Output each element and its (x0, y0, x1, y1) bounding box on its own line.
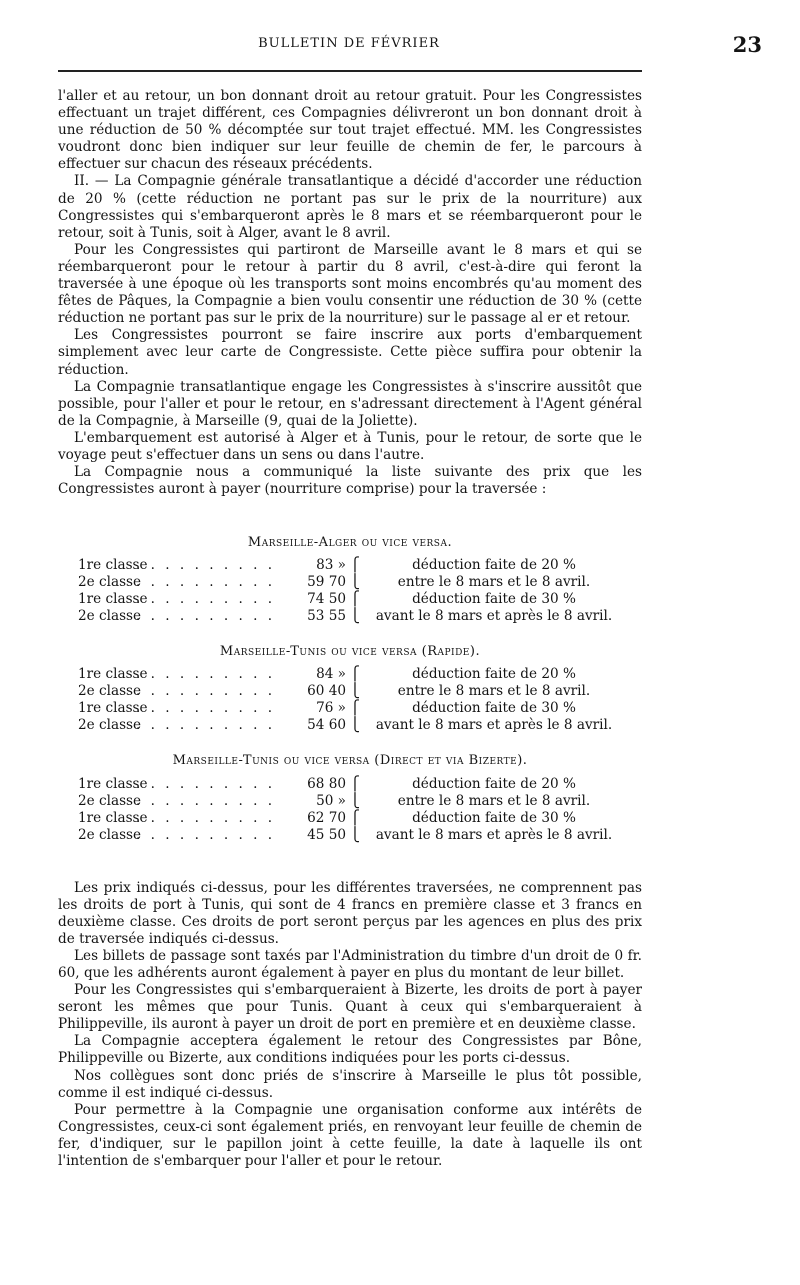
fare-price: 84 » (316, 666, 346, 683)
fare-class: 2e classe (78, 683, 142, 700)
paragraph: Les prix indiqués ci-dessus, pour les différentes traversées, ne comprennent pas les droits de port à Tunis, qui sont de 4 francs en première classe et 3 francs en deuxième classe. Ces droits de port seront perçus par les agences en plus des prix de traversée indiqués ci-dessus. (58, 879, 642, 947)
leader-dots: . . . . . . . . . . (136, 792, 276, 809)
running-title: BULLETIN DE FÉVRIER (258, 36, 440, 51)
leader-dots: . . . . . . . . . . (136, 717, 276, 734)
fare-price: 54 60 (307, 717, 346, 734)
fare-price: 76 » (316, 700, 346, 717)
brace-glyph: ⎩ (349, 683, 361, 700)
fare-price: 74 50 (307, 591, 346, 608)
fare-price: 60 40 (307, 683, 346, 700)
paragraph: II. — La Compagnie générale transatlantique a décidé d'accorder une réduction de 20 % (cette réduction ne portant pas sur le prix de la nourriture) aux Congressistes qui s'embarqueront après le 8 mars et se réembarqueront pour le retour, soit à Tunis, soit à Alger, avant le 8 avril. (58, 173, 642, 241)
leader-dots: . . . . . . . . . . (136, 608, 276, 625)
fare-table (58, 666, 642, 734)
fare-note: déduction faite de 30 % (412, 700, 576, 717)
fare-class: 2e classe (78, 792, 142, 809)
fare-table-title: Marseille-Tunis ou vice versa (Direct et via Bizerte). (172, 753, 528, 769)
fare-row (58, 717, 642, 734)
fare-row (58, 608, 642, 625)
fare-row (58, 793, 642, 810)
brace-glyph: ⎩ (349, 792, 361, 809)
paragraph: L'embarquement est autorisé à Alger et à Tunis, pour le retour, de sorte que le voyage peut s'effectuer dans un sens ou dans l'autre. (58, 429, 642, 463)
fare-class: 1re classe (78, 666, 148, 683)
paragraph: La Compagnie transatlantique engage les Congressistes à s'inscrire aussitôt que possible, pour l'aller et pour le retour, en s'adressant directement à l'Agent général de la Compagnie, à Marseille (9, quai de la Joliette). (58, 378, 642, 429)
fare-row (58, 557, 642, 574)
header-rule (58, 70, 642, 72)
fare-class: 2e classe (78, 826, 142, 843)
fare-row (58, 683, 642, 700)
fare-table (58, 776, 642, 844)
paragraph: La Compagnie nous a communiqué la liste suivante des prix que les Congressistes auront à payer (nourriture comprise) pour la traversée : (58, 464, 642, 498)
fare-note: entre le 8 mars et le 8 avril. (397, 792, 591, 809)
page-number: 23 (732, 32, 762, 57)
fare-class: 1re classe (78, 809, 148, 826)
fare-price: 53 55 (307, 608, 346, 625)
fare-row (58, 810, 642, 827)
brace-glyph: ⎧ (349, 666, 361, 683)
fare-row (58, 666, 642, 683)
fare-class: 2e classe (78, 608, 142, 625)
brace-glyph: ⎧ (349, 591, 361, 608)
fare-price: 45 50 (307, 826, 346, 843)
fare-row (58, 591, 642, 608)
fare-price: 59 70 (307, 574, 346, 591)
leader-dots: . . . . . . . . . . (136, 557, 276, 574)
fare-class: 1re classe (78, 775, 148, 792)
fare-class: 1re classe (78, 591, 148, 608)
fare-table (58, 557, 642, 625)
fare-class: 1re classe (78, 557, 148, 574)
fare-class: 2e classe (78, 574, 142, 591)
brace-glyph: ⎩ (349, 717, 361, 734)
brace-glyph: ⎧ (349, 557, 361, 574)
fare-price: 62 70 (307, 809, 346, 826)
fare-note: déduction faite de 30 % (412, 809, 576, 826)
leader-dots: . . . . . . . . . . (136, 809, 276, 826)
brace-glyph: ⎩ (349, 826, 361, 843)
paragraph: Pour les Congressistes qui s'embarqueraient à Bizerte, les droits de port à payer seront les mêmes que pour Tunis. Quant à ceux qui s'embarqueraient à Philippeville, ils auront à payer un droit de port en première et en deuxième classe. (58, 982, 642, 1033)
paragraph: Les Congressistes pourront se faire inscrire aux ports d'embarquement simplement avec leur carte de Congressiste. Cette pièce suffira pour obtenir la réduction. (58, 327, 642, 378)
fare-class: 2e classe (78, 717, 142, 734)
fare-row (58, 776, 642, 793)
paragraph: Nos collègues sont donc priés de s'inscrire à Marseille le plus tôt possible, comme il est indiqué ci-dessus. (58, 1067, 642, 1101)
paragraph: l'aller et au retour, un bon donnant droit au retour gratuit. Pour les Congressistes effectuant un trajet différent, ces Compagnies délivreront un bon donnant droit à une réduction de 50 % décomptée sur tout trajet effectué. MM. les Congressistes voudront donc bien indiquer sur leur feuille de chemin de fer, le parcours à effectuer sur chacun des réseaux précédents. (58, 88, 642, 173)
fare-price: 68 80 (307, 775, 346, 792)
fare-price: 50 » (316, 792, 346, 809)
fare-row (58, 827, 642, 844)
leader-dots: . . . . . . . . . . (136, 700, 276, 717)
fare-note: entre le 8 mars et le 8 avril. (397, 574, 591, 591)
fare-note: déduction faite de 20 % (412, 557, 576, 574)
fare-note: entre le 8 mars et le 8 avril. (397, 683, 591, 700)
fare-note: déduction faite de 30 % (412, 591, 576, 608)
fare-note: avant le 8 mars et après le 8 avril. (375, 717, 613, 734)
fare-note: avant le 8 mars et après le 8 avril. (375, 608, 613, 625)
page-body (58, 88, 642, 1170)
brace-glyph: ⎧ (349, 700, 361, 717)
leader-dots: . . . . . . . . . . (136, 574, 276, 591)
brace-glyph: ⎩ (349, 608, 361, 625)
leader-dots: . . . . . . . . . . (136, 666, 276, 683)
leader-dots: . . . . . . . . . . (136, 591, 276, 608)
paragraph: La Compagnie acceptera également le retour des Congressistes par Bône, Philippeville ou Bizerte, aux conditions indiquées pour les ports ci-dessus. (58, 1033, 642, 1067)
paragraph: Pour permettre à la Compagnie une organisation conforme aux intérêts de Congressistes, ceux-ci sont également priés, en renvoyant leur feuille de chemin de fer, d'indiquer, sur le papillon joint à cette feuille, la date à laquelle ils ont l'intention de s'embarquer pour l'aller et pour le retour. (58, 1101, 642, 1170)
fare-class: 1re classe (78, 700, 148, 717)
fare-row (58, 700, 642, 717)
paragraph: Les billets de passage sont taxés par l'Administration du timbre d'un droit de 0 fr. 60, que les adhérents auront également à payer en plus du montant de leur billet. (58, 947, 642, 981)
fare-note: déduction faite de 20 % (412, 775, 576, 792)
leader-dots: . . . . . . . . . . (136, 775, 276, 792)
brace-glyph: ⎧ (349, 775, 361, 792)
fare-note: déduction faite de 20 % (412, 666, 576, 683)
brace-glyph: ⎩ (349, 574, 361, 591)
fare-table-title: Marseille-Tunis ou vice versa (Rapide). (219, 644, 481, 660)
fare-table-title: Marseille-Alger ou vice versa. (247, 535, 453, 551)
leader-dots: . . . . . . . . . . (136, 683, 276, 700)
leader-dots: . . . . . . . . . . (136, 826, 276, 843)
fare-row (58, 574, 642, 591)
paragraph: Pour les Congressistes qui partiront de Marseille avant le 8 mars et qui se réembarqueront pour le retour à partir du 8 avril, c'est-à-dire qui feront la traversée à une époque où les transports sont moins encombrés qu'au moment des fêtes de Pâques, la Compagnie a bien voulu consentir une réduction de 30 % (cette réduction ne portant pas sur le prix de la nourriture) sur le passage al er et retour. (58, 241, 642, 327)
fare-note: avant le 8 mars et après le 8 avril. (375, 826, 613, 843)
fare-price: 83 » (316, 557, 346, 574)
brace-glyph: ⎧ (349, 809, 361, 826)
